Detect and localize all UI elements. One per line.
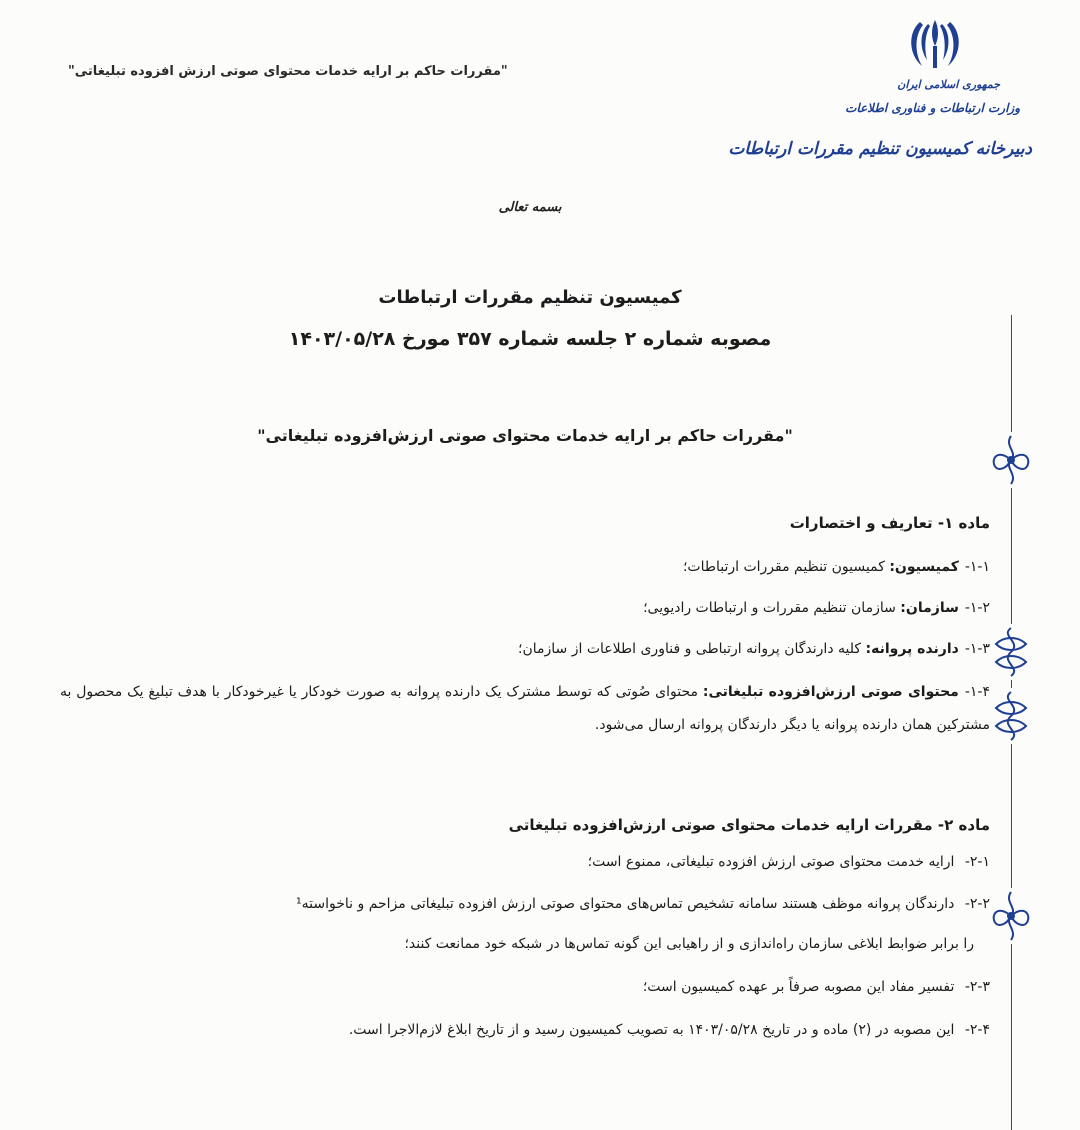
- item-number: ۲-۲-: [964, 896, 990, 912]
- item-number: ۲-۳-: [964, 979, 990, 995]
- document-subtitle: "مقررات حاکم بر ارایه خدمات محتوای صوتی ارزش‌افزوده تبلیغاتی": [257, 426, 793, 445]
- list-item: [120, 846, 990, 879]
- item-number: ۲-۴-: [964, 1022, 990, 1038]
- list-item: [120, 592, 990, 625]
- ornament-icon: [986, 688, 1036, 744]
- ministry-line2: وزارت ارتباطات و فناوری اطلاعات: [845, 101, 1020, 115]
- item-term: کمیسیون:: [889, 559, 959, 575]
- item-text: ارایه خدمت محتوای صوتی ارزش افزوده تبلیغاتی، ممنوع است؛: [587, 854, 959, 870]
- item-number: ۱-۲-: [964, 600, 990, 616]
- item-number: ۱-۴-: [964, 684, 990, 700]
- resolution-title: مصوبه شماره ۲ جلسه شماره ۳۵۷ مورخ ۱۴۰۳/۰۵/۲۸: [288, 328, 772, 350]
- item-number: ۱-۱-: [964, 559, 990, 575]
- item-text: این مصوبه در (۲) ماده و در تاریخ ۱۴۰۳/۰۵/۲۸ به تصویب کمیسیون رسید و از تاریخ ابلاغ لازم‌الاجرا است.: [348, 1022, 959, 1038]
- emblem-icon: [900, 16, 970, 76]
- item-text: دارندگان پروانه موظف هستند سامانه تشخیص تماس‌های محتوای صوتی ارزش افزوده تبلیغاتی مزاحم و ناخواسته¹: [296, 896, 959, 912]
- list-item: [60, 676, 990, 742]
- ornament-icon: [986, 432, 1036, 488]
- item-number: ۱-۳-: [964, 641, 990, 657]
- ministry-line3: دبیرخانه کمیسیون تنظیم مقررات ارتباطات: [728, 139, 1032, 159]
- item-term: سازمان:: [900, 600, 959, 616]
- item-text: سازمان تنظیم مقررات و ارتباطات رادیویی؛: [643, 600, 901, 616]
- list-item: [120, 1014, 990, 1047]
- ornament-icon: [986, 624, 1036, 680]
- top-left-caption: "مقررات حاکم بر ارایه خدمات محتوای صوتی ارزش افزوده تبلیغاتی": [68, 64, 508, 79]
- ornament-icon: [986, 888, 1036, 944]
- item-text: کمیسیون تنظیم مقررات ارتباطات؛: [682, 559, 890, 575]
- list-item: [120, 633, 990, 666]
- list-item: [120, 971, 990, 1004]
- item-term: دارنده پروانه:: [865, 641, 959, 657]
- article2-heading: ماده ۲- مقررات ارایه خدمات محتوای صوتی ارزش‌افزوده تبلیغاتی: [508, 816, 990, 834]
- item-number: ۲-۱-: [964, 854, 990, 870]
- bismillah: بسمه تعالی: [498, 200, 562, 215]
- item-term: محتوای صوتی ارزش‌افزوده تبلیغاتی:: [702, 684, 959, 700]
- list-item-continuation: را برابر ضوابط ابلاغی سازمان راه‌اندازی و از راهیابی این گونه تماس‌ها در شبکه خود ممانعت کنند؛: [404, 936, 974, 952]
- list-item: [60, 888, 990, 921]
- ministry-line1: جمهوری اسلامی ایران: [897, 78, 1000, 91]
- item-text: محتوای صُوتی که توسط مشترک یک دارنده پروانه به صورت خودکار یا غیرخودکار با هدف تبلیغ یک محصول به مشترکین همان دارنده پروانه یا دیگر دارندگان پروانه ارسال می‌شود.: [60, 684, 990, 733]
- item-text: تفسیر مفاد این مصوبه صرفاً بر عهده کمیسیون است؛: [642, 979, 959, 995]
- article1-heading: ماده ۱- تعاریف و اختصارات: [789, 514, 990, 532]
- list-item: [120, 551, 990, 584]
- page-title: کمیسیون تنظیم مقررات ارتباطات: [378, 287, 682, 308]
- item-text: کلیه دارندگان پروانه ارتباطی و فناوری اطلاعات از سازمان؛: [518, 641, 866, 657]
